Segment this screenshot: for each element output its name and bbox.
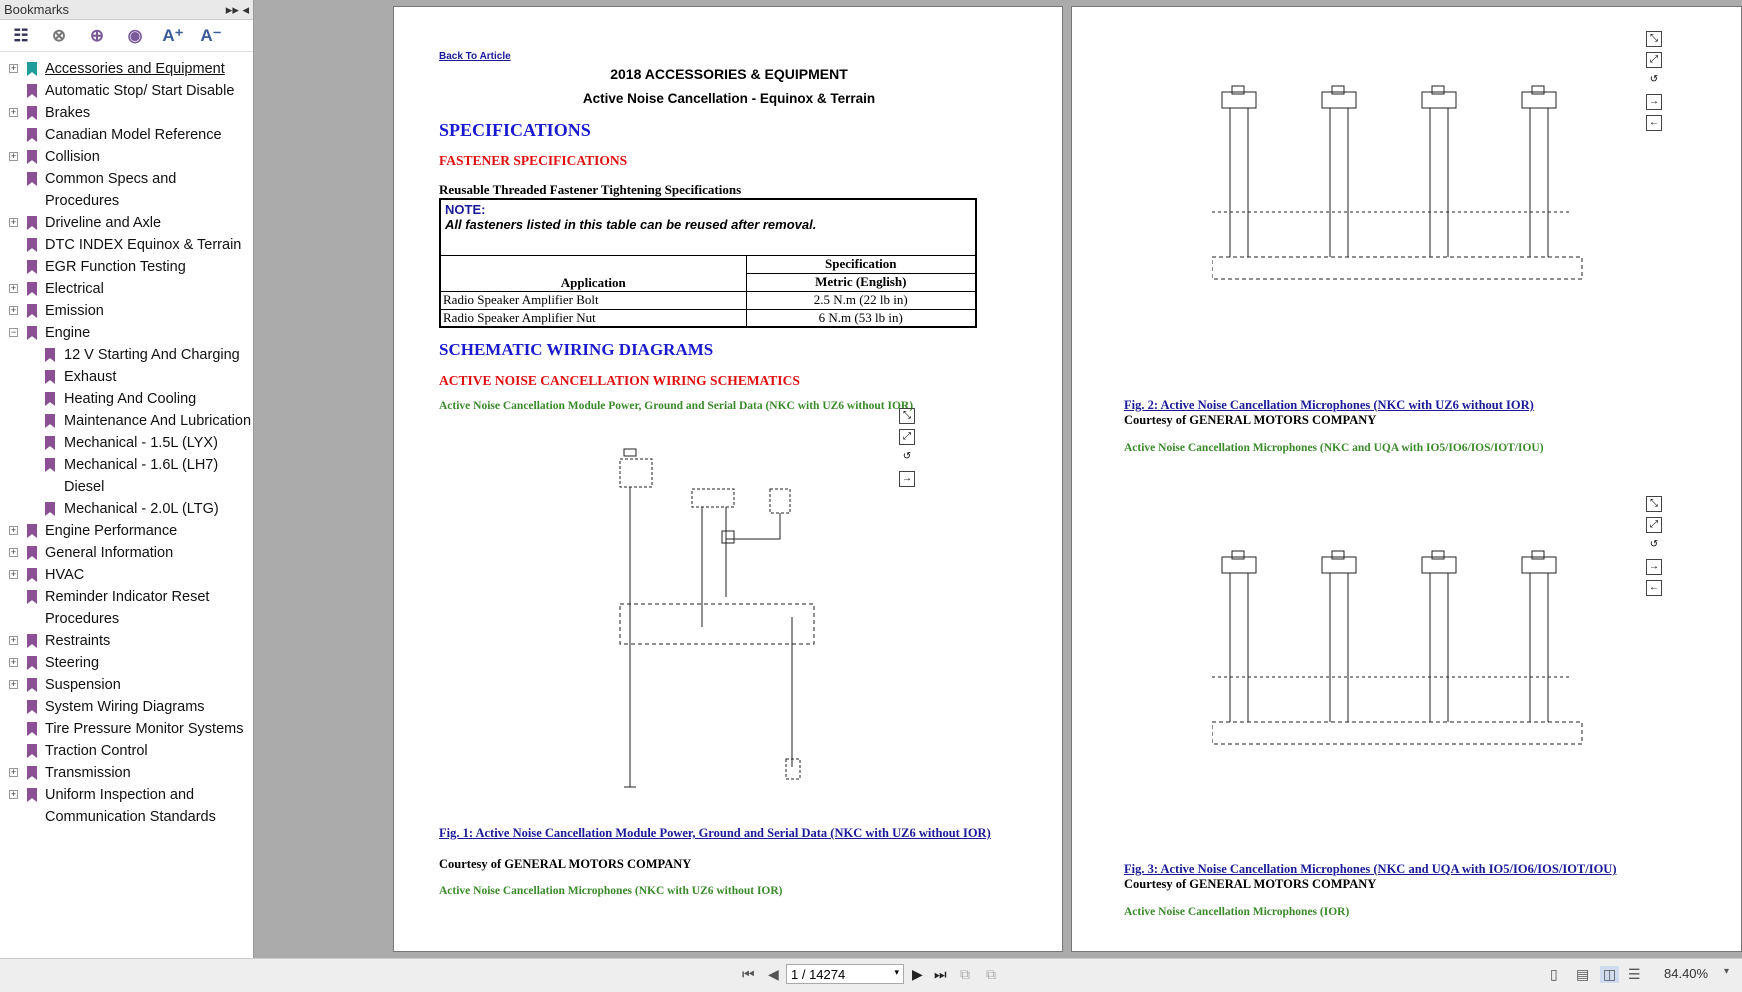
figure-2-caption[interactable]: Fig. 2: Active Noise Cancellation Microphones (NKC with UZ6 without IOR) <box>1124 398 1534 412</box>
next-icon[interactable]: → <box>1646 94 1662 110</box>
bookmark-tree <box>0 52 253 828</box>
bookmark-item-continued[interactable] <box>0 190 253 212</box>
expand-toggle-icon[interactable]: + <box>10 305 17 315</box>
bookmark-icon <box>45 348 55 362</box>
bookmark-item[interactable] <box>0 542 253 564</box>
bookmark-icon <box>27 260 37 274</box>
bookmark-icon <box>27 656 37 670</box>
bookmark-label: Brakes <box>45 105 91 121</box>
document-view[interactable] <box>258 0 1742 958</box>
note-label: NOTE: <box>445 202 486 217</box>
col-metric: Metric (English) <box>746 273 976 291</box>
zoom-dropdown-icon[interactable]: ▾ <box>1724 966 1730 977</box>
bookmark-label: Emission <box>45 303 104 319</box>
bookmark-item[interactable] <box>0 762 253 784</box>
bookmark-item[interactable] <box>0 212 253 234</box>
prev-view-icon[interactable]: ⧉ <box>960 966 970 982</box>
heading-schematics: SCHEMATIC WIRING DIAGRAMS <box>439 340 714 359</box>
figure-tools-1 <box>899 408 915 492</box>
bookmark-icon <box>45 502 55 516</box>
cell-app: Radio Speaker Amplifier Nut <box>440 309 746 327</box>
expand-toggle-icon[interactable]: + <box>10 547 17 557</box>
subheading-microphones-ior: Active Noise Cancellation Microphones (IOR) <box>1124 906 1350 918</box>
bookmark-item[interactable] <box>0 102 253 124</box>
figure-tools-3 <box>1646 496 1662 601</box>
bookmark-label: Communication Standards <box>45 809 216 825</box>
bookmark-icon <box>27 722 37 736</box>
bookmark-item[interactable] <box>0 740 253 762</box>
bookmark-label: Procedures <box>45 193 120 209</box>
bookmark-item[interactable] <box>0 432 253 454</box>
bookmark-item[interactable] <box>0 630 253 652</box>
bookmarks-title: Bookmarks <box>4 2 70 17</box>
bookmark-label: Tire Pressure Monitor Systems <box>45 721 244 737</box>
bookmark-label: Traction Control <box>45 743 148 759</box>
bookmarks-panel <box>0 0 254 958</box>
bookmark-item[interactable] <box>0 124 253 146</box>
bookmark-item-continued[interactable] <box>0 608 253 630</box>
bookmark-label: Suspension <box>45 677 121 693</box>
courtesy-text: Courtesy of GENERAL MOTORS COMPANY <box>1124 413 1377 427</box>
zoom-fit-icon[interactable]: ⤡ <box>1646 31 1662 47</box>
bookmark-label: General Information <box>45 545 174 561</box>
bookmark-icon <box>27 700 37 714</box>
bookmark-icon <box>27 634 37 648</box>
spec-table <box>439 198 977 328</box>
zoom-fit-icon[interactable]: ⤡ <box>1646 496 1662 512</box>
expand-toggle-icon[interactable]: + <box>10 107 17 117</box>
bookmark-icon <box>27 744 37 758</box>
cell-val: 2.5 N.m (22 lb in) <box>746 291 976 309</box>
bookmark-label: Uniform Inspection and <box>45 787 195 803</box>
bookmark-label: Heating And Cooling <box>64 391 197 407</box>
table-title: Reusable Threaded Fastener Tightening Specifications <box>439 182 742 197</box>
bookmark-icon <box>45 370 55 384</box>
rotate-icon[interactable]: ↺ <box>902 451 912 462</box>
font-decrease-icon[interactable]: A⁻ <box>200 25 222 45</box>
bookmark-icon <box>27 172 37 186</box>
bookmark-label: Canadian Model Reference <box>45 127 222 143</box>
status-bar <box>0 958 1742 992</box>
panel-collapse-icon[interactable]: ▸▸ ◂ <box>225 2 249 17</box>
expand-toggle-icon[interactable]: + <box>10 657 17 667</box>
page-number-input[interactable]: 1 / 14274 ▾ <box>786 964 904 984</box>
continuous-facing-icon[interactable]: ☰ <box>1628 966 1641 982</box>
font-increase-icon[interactable]: A⁺ <box>162 25 184 45</box>
bookmark-item[interactable] <box>0 498 253 520</box>
note-text: All fasteners listed in this table can be reused after removal. <box>445 217 817 232</box>
goto-bookmark-icon[interactable]: ◉ <box>127 25 143 45</box>
bookmark-label: Diesel <box>64 479 105 495</box>
bookmark-icon <box>27 106 37 120</box>
courtesy-text: Courtesy of GENERAL MOTORS COMPANY <box>1124 877 1377 891</box>
col-application: Application <box>440 255 746 291</box>
bookmark-icon <box>27 128 37 142</box>
bookmark-icon <box>27 326 37 340</box>
subheading-module-power: Active Noise Cancellation Module Power, Ground and Serial Data (NKC with UZ6 without IOR) <box>439 400 914 412</box>
zoom-area-icon[interactable]: ⤢ <box>1646 517 1662 533</box>
table-row <box>440 309 976 327</box>
rotate-icon[interactable]: ↺ <box>1649 539 1659 550</box>
bookmark-item[interactable] <box>0 410 253 432</box>
continuous-icon[interactable]: ▤ <box>1576 966 1590 982</box>
schematic-diagram-1[interactable] <box>614 447 854 797</box>
bookmark-icon <box>27 766 37 780</box>
bookmark-icon <box>45 392 55 406</box>
bookmark-item[interactable] <box>0 718 253 740</box>
bookmark-item[interactable] <box>0 300 253 322</box>
doc-subtitle: Active Noise Cancellation - Equinox & Terrain <box>582 91 876 106</box>
doc-title: 2018 ACCESSORIES & EQUIPMENT <box>610 66 848 82</box>
bookmark-item[interactable] <box>0 322 253 344</box>
bookmark-icon <box>27 150 37 164</box>
expand-toggle-icon[interactable]: − <box>10 327 17 337</box>
figure-3-caption[interactable]: Fig. 3: Active Noise Cancellation Microphones (NKC and UQA with IO5/IO6/IOS/IOT/IOU) <box>1124 862 1617 876</box>
bookmark-item[interactable] <box>0 454 253 476</box>
expand-all-icon[interactable]: ☷ <box>13 25 29 45</box>
bookmark-label: Mechanical - 1.6L (LH7) <box>64 457 219 473</box>
heading-anc-schematics: ACTIVE NOISE CANCELLATION WIRING SCHEMATICS <box>439 373 800 388</box>
bookmark-label: Common Specs and <box>45 171 177 187</box>
zoom-area-icon[interactable]: ⤢ <box>1646 52 1662 68</box>
expand-toggle-icon[interactable]: + <box>10 151 17 161</box>
expand-toggle-icon[interactable]: + <box>10 789 17 799</box>
heading-fastener: FASTENER SPECIFICATIONS <box>439 153 628 168</box>
bookmark-item[interactable] <box>0 344 253 366</box>
bookmark-item[interactable] <box>0 388 253 410</box>
add-bookmark-icon[interactable]: ⊕ <box>89 25 105 45</box>
bookmark-label: Collision <box>45 149 100 165</box>
expand-toggle-icon[interactable]: + <box>10 635 17 645</box>
bookmark-icon <box>27 590 37 604</box>
bookmark-icon <box>27 568 37 582</box>
bookmark-item-continued[interactable] <box>0 476 253 498</box>
bookmark-item[interactable] <box>0 234 253 256</box>
zoom-area-icon[interactable]: ⤢ <box>899 429 915 445</box>
expand-toggle-icon[interactable]: + <box>10 283 17 293</box>
col-specification: Specification <box>746 255 976 273</box>
zoom-fit-icon[interactable]: ⤡ <box>899 408 915 424</box>
bookmark-label: 12 V Starting And Charging <box>64 347 240 363</box>
bookmark-label: Restraints <box>45 633 111 649</box>
bookmark-label: Maintenance And Lubrication <box>64 413 252 429</box>
expand-toggle-icon[interactable]: + <box>10 525 17 535</box>
facing-icon[interactable]: ◫ <box>1600 966 1619 983</box>
bookmark-label: Mechanical - 1.5L (LYX) <box>64 435 218 451</box>
prev-page-icon[interactable]: ◀ <box>768 966 779 982</box>
page-1 <box>393 6 1063 952</box>
next-icon[interactable]: → <box>899 471 915 487</box>
next-page-icon[interactable]: ▶ <box>912 966 923 982</box>
expand-toggle-icon[interactable]: + <box>10 569 17 579</box>
next-view-icon[interactable]: ⧉ <box>986 966 996 982</box>
bookmark-label: Engine <box>45 325 91 341</box>
expand-toggle-icon[interactable]: + <box>10 679 17 689</box>
subheading-microphones: Active Noise Cancellation Microphones (NKC with UZ6 without IOR) <box>439 885 783 897</box>
bookmark-item[interactable] <box>0 586 253 608</box>
heading-specifications: SPECIFICATIONS <box>439 120 591 140</box>
subheading-microphones-uqa: Active Noise Cancellation Microphones (NKC and UQA with IO5/IO6/IOS/IOT/IOU) <box>1124 442 1544 454</box>
expand-toggle-icon[interactable]: + <box>10 217 17 227</box>
bookmark-item[interactable] <box>0 366 253 388</box>
delete-bookmark-icon[interactable]: ⊗ <box>51 25 67 45</box>
bookmark-label: System Wiring Diagrams <box>45 699 205 715</box>
bookmark-icon <box>27 282 37 296</box>
single-page-icon[interactable]: ▯ <box>1550 966 1558 982</box>
figure-1-caption[interactable]: Fig. 1: Active Noise Cancellation Module Power, Ground and Serial Data (NKC with UZ6 without IOR) <box>439 826 991 840</box>
bookmark-item-continued[interactable] <box>0 806 253 828</box>
bookmarks-header <box>0 0 253 20</box>
bookmark-item[interactable] <box>0 80 253 102</box>
cell-app: Radio Speaker Amplifier Bolt <box>440 291 746 309</box>
bookmark-label: Transmission <box>45 765 131 781</box>
last-page-icon[interactable]: ⏭ <box>934 966 947 982</box>
schematic-diagram-2[interactable] <box>1212 82 1592 292</box>
prev-icon[interactable]: ← <box>1646 115 1662 131</box>
bookmark-label: Automatic Stop/ Start Disable <box>45 83 235 99</box>
bookmark-item[interactable] <box>0 520 253 542</box>
bookmark-icon <box>27 304 37 318</box>
bookmark-item[interactable] <box>0 674 253 696</box>
zoom-level[interactable]: 84.40% <box>1664 966 1709 981</box>
bookmark-item[interactable] <box>0 696 253 718</box>
back-to-article-link[interactable]: Back To Article <box>439 51 511 62</box>
first-page-icon[interactable]: ⏮ <box>742 966 755 982</box>
expand-toggle-icon[interactable]: + <box>10 767 17 777</box>
bookmark-icon <box>27 678 37 692</box>
next-icon[interactable]: → <box>1646 559 1662 575</box>
courtesy-text: Courtesy of GENERAL MOTORS COMPANY <box>439 857 692 871</box>
bookmark-item[interactable] <box>0 784 253 806</box>
bookmark-label: Reminder Indicator Reset <box>45 589 210 605</box>
bookmark-item[interactable] <box>0 278 253 300</box>
bookmark-icon <box>45 436 55 450</box>
bookmark-icon <box>27 788 37 802</box>
prev-icon[interactable]: ← <box>1646 580 1662 596</box>
bookmark-label: Procedures <box>45 611 120 627</box>
bookmark-label: Driveline and Axle <box>45 215 162 231</box>
bookmark-item[interactable] <box>0 58 253 80</box>
bookmark-icon <box>27 62 37 76</box>
bookmark-label: Engine Performance <box>45 523 178 539</box>
expand-toggle-icon[interactable]: + <box>10 63 17 73</box>
bookmark-icon <box>27 546 37 560</box>
bookmark-item[interactable] <box>0 146 253 168</box>
bookmark-item[interactable] <box>0 256 253 278</box>
bookmark-item[interactable] <box>0 652 253 674</box>
table-row <box>440 291 976 309</box>
bookmark-label: DTC INDEX Equinox & Terrain <box>45 237 242 253</box>
bookmark-label: EGR Function Testing <box>45 259 186 275</box>
cell-val: 6 N.m (53 lb in) <box>746 309 976 327</box>
bookmark-icon <box>27 524 37 538</box>
figure-tools-2 <box>1646 31 1662 136</box>
bookmark-label: HVAC <box>45 567 85 583</box>
bookmark-label: Electrical <box>45 281 104 297</box>
bookmark-item[interactable] <box>0 564 253 586</box>
bookmark-icon <box>27 84 37 98</box>
bookmark-label: Accessories and Equipment <box>45 61 225 77</box>
bookmark-label: Steering <box>45 655 100 671</box>
bookmark-icon <box>27 216 37 230</box>
bookmarks-toolbar <box>0 20 253 52</box>
rotate-icon[interactable]: ↺ <box>1649 74 1659 85</box>
page-2 <box>1071 6 1742 952</box>
bookmark-icon <box>45 458 55 472</box>
schematic-diagram-3[interactable] <box>1212 547 1592 757</box>
bookmark-icon <box>27 238 37 252</box>
page-number-value: 1 / 14274 <box>791 967 846 982</box>
bookmark-label: Mechanical - 2.0L (LTG) <box>64 501 219 517</box>
bookmark-label: Exhaust <box>64 369 117 385</box>
bookmark-item[interactable] <box>0 168 253 190</box>
bookmark-icon <box>45 414 55 428</box>
